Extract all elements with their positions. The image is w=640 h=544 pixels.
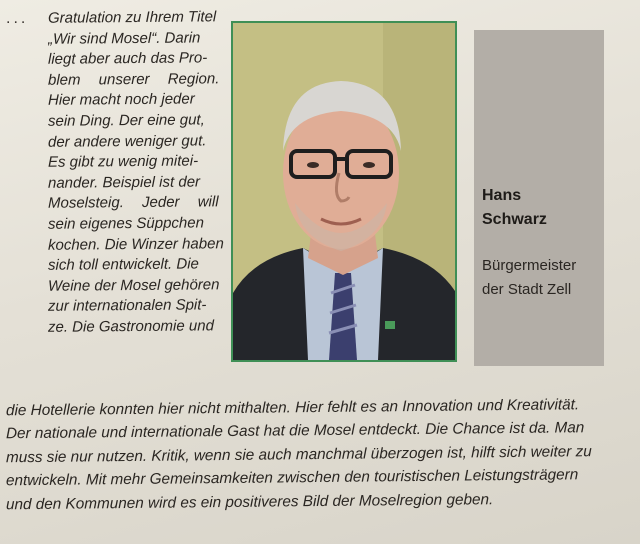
person-role xyxy=(482,254,598,302)
text-line: sein Ding. Der eine gut, xyxy=(48,111,205,130)
article-column-text xyxy=(48,7,226,338)
text-line: zur internationalen Spit- xyxy=(48,296,207,316)
text-line: Der nationale und internationale Gast hat die Mosel entdeckt. Die Chance ist da. Man xyxy=(6,419,585,443)
article-wide-text xyxy=(6,393,634,517)
text-line: Gratulation zu Ihrem Titel xyxy=(48,8,217,27)
text-line: die Hotellerie konnten hier nicht mithalten. Hier fehlt es an Innovation und Kreativität. xyxy=(6,396,580,420)
text-line: nander. Beispiel ist der xyxy=(48,173,201,192)
text-line: muss sie nur nutzen. Kritik, wenn sie auch manchmal überzogen ist, hilft sich weiter zu xyxy=(6,442,592,467)
portrait-photo xyxy=(231,21,457,362)
text-line: ze. Die Gastronomie und xyxy=(48,317,214,336)
person-last-name: Schwarz xyxy=(482,211,547,228)
text-line: Weine der Mosel gehören xyxy=(48,275,220,295)
text-line: sich toll entwickelt. Die xyxy=(48,255,199,274)
text-line: liegt aber auch das Pro- xyxy=(48,49,208,68)
text-line: Moselsteig. Jeder will xyxy=(48,193,219,213)
text-line: sein eigenes Süppchen xyxy=(48,214,204,233)
text-line: „Wir sind Mosel“. Darin xyxy=(48,29,201,48)
text-line: blem unserer Region. xyxy=(48,70,220,89)
person-name xyxy=(482,184,598,232)
role-line: Bürgermeister xyxy=(482,257,577,274)
person-first-name: Hans xyxy=(482,187,522,204)
role-line: der Stadt Zell xyxy=(482,281,572,298)
person-infobox xyxy=(474,30,604,366)
text-line: kochen. Die Winzer haben xyxy=(48,234,224,254)
text-line: und den Kommunen wird es ein positiveres Bild der Moselregion geben. xyxy=(6,490,494,513)
leading-dots: ... xyxy=(6,10,29,27)
text-line: der andere weniger gut. xyxy=(48,131,207,151)
text-line: Hier macht noch jeder xyxy=(48,90,195,110)
text-line: Es gibt zu wenig mitei- xyxy=(48,152,199,171)
portrait-illustration xyxy=(233,23,455,360)
text-line: entwickeln. Mit mehr Gemeinsamkeiten zwischen den touristischen Leistungsträgern xyxy=(6,466,579,490)
